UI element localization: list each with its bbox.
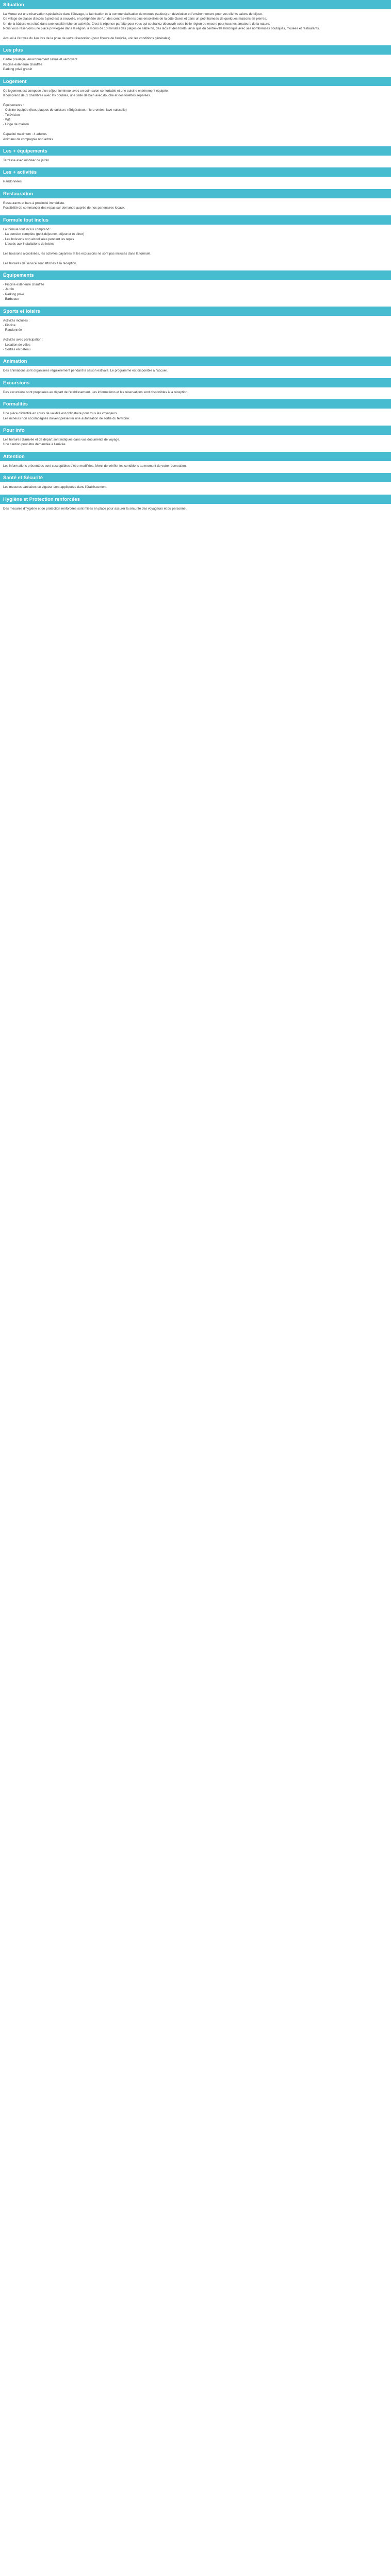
section-header: Les + activités <box>0 167 391 177</box>
section-header: Attention <box>0 452 391 461</box>
section-header: Santé et Sécurité <box>0 473 391 482</box>
body-line: - Linge de maison <box>3 123 29 127</box>
body-line: - L'accès aux installations de loisirs <box>3 242 54 246</box>
body-line: - Parking privé <box>3 292 24 296</box>
section-header: Animation <box>0 357 391 366</box>
section-header: Les + équipements <box>0 146 391 156</box>
body-line: Parking privé gratuit <box>3 67 32 72</box>
body-line: Équipements : <box>3 103 24 107</box>
body-line: Les mesures sanitaires en vigueur sont appliquées dans l'établissement. <box>3 485 108 489</box>
body-line: Un de la bâtisse est situé dans une localité riche en activités. C'est la réponse parfaite pour vous qui souhaitez découvrir cette belle région ou encore pour tous les amateurs de la nature. <box>3 22 270 26</box>
section-header: Restauration <box>0 189 391 198</box>
section-animation <box>0 357 391 378</box>
section-body <box>0 409 391 426</box>
body-line: Capacité maximum : 4 adultes <box>3 132 47 137</box>
section-body <box>0 55 391 76</box>
body-line: - Piscine <box>3 323 16 327</box>
body-line: La Morue est une réservation spécialisée dans l'élevage, la fabrication et la commercialisation de morues (salées) en dévolution et l'environnement pour vos clients salons de bijoux. <box>3 12 263 16</box>
body-line: - La pension complète (petit-déjeuner, déjeuner et dîner) <box>3 232 85 236</box>
body-line: - Wifi <box>3 118 11 122</box>
body-line: Accueil à l'arrivée du lieu lors de la prise de votre réservation (pour l'heure de l'arrivée, voir les conditions générales). <box>3 37 171 41</box>
section-pour-info <box>0 426 391 452</box>
section-equipements <box>0 270 391 307</box>
section-body <box>0 482 391 494</box>
section-body <box>0 504 391 516</box>
spacer <box>3 127 388 132</box>
body-line: Restaurants et bars à proximité immédiate. <box>3 201 66 205</box>
body-line: Activités avec participation : <box>3 338 43 342</box>
section-body <box>0 461 391 473</box>
body-line: Ce logement est composé d'un séjour lumineux avec un coin salon confortable et une cuisine entièrement équipée. <box>3 89 169 93</box>
body-line: Une pièce d'identité en cours de validité est obligatoire pour tous les voyageurs. <box>3 412 118 416</box>
body-line: Une caution peut être demandée à l'arrivée. <box>3 443 67 447</box>
section-situation <box>0 0 391 45</box>
section-body <box>0 280 391 307</box>
section-body <box>0 86 391 146</box>
section-attention <box>0 452 391 473</box>
spacer <box>3 256 388 261</box>
body-line: - Les boissons non alcoolisées pendant les repas <box>3 237 74 241</box>
section-sports-et-loisirs <box>0 307 391 357</box>
body-line: Des animations sont organisées régulièrement pendant la saison estivale. Le programme est disponible à l'accueil. <box>3 369 168 373</box>
section-body <box>0 156 391 167</box>
spacer <box>3 98 388 103</box>
body-line: Possibilité de commander des repas sur demande auprès de nos partenaires locaux. <box>3 206 125 210</box>
spacer <box>3 333 388 337</box>
body-line: Piscine extérieure chauffée <box>3 62 42 66</box>
section-body <box>0 9 391 45</box>
body-line: - Télévision <box>3 113 20 117</box>
body-line: Les boissons alcoolisées, les activités payantes et les excursions ne sont pas incluses dans la formule. <box>3 251 152 256</box>
section-formule-tout-inclus <box>0 215 391 270</box>
section-header: Situation <box>0 0 391 9</box>
body-line: - Location de vélos <box>3 343 30 347</box>
section-hygiene-et-protection-renforcees <box>0 495 391 516</box>
section-header: Formalités <box>0 399 391 409</box>
section-header: Logement <box>0 77 391 86</box>
spacer <box>3 246 388 251</box>
section-header: Excursions <box>0 378 391 387</box>
section-body <box>0 177 391 189</box>
body-line: Randonnées <box>3 180 22 184</box>
section-body <box>0 435 391 452</box>
section-formalites <box>0 399 391 426</box>
body-line: Il comprend deux chambres avec lits doubles, une salle de bain avec douche et des toilettes séparées. <box>3 94 151 98</box>
section-body <box>0 316 391 357</box>
document <box>0 0 391 516</box>
body-line: Nous vous réservons une place privilégiée dans la région, à moins de 10 minutes des plages de sable fin, des lacs et des forêts, ainsi que du centre-ville historique avec ses nombreuses boutiques, musées et restaurants. <box>3 27 320 31</box>
section-sante-et-securite <box>0 473 391 494</box>
section-header: Sports et loisirs <box>0 307 391 316</box>
body-line: - Randonnée <box>3 328 22 332</box>
body-line: Les mineurs non accompagnés doivent présenter une autorisation de sortie du territoire. <box>3 416 130 420</box>
body-line: Les horaires de service sont affichés à la réception. <box>3 261 77 265</box>
section-body <box>0 366 391 378</box>
section-les-equipements <box>0 146 391 167</box>
body-line: - Barbecue <box>3 297 19 301</box>
body-line: Les horaires d'arrivée et de départ sont indiqués dans vos documents de voyage. <box>3 438 120 442</box>
body-line: - Piscine extérieure chauffée <box>3 282 44 286</box>
section-les-activites <box>0 167 391 189</box>
body-line: Des excursions sont proposées au départ de l'établissement. Les informations et les réservations sont disponibles à la réception. <box>3 390 188 394</box>
spacer <box>3 31 388 36</box>
section-body <box>0 387 391 399</box>
body-line: Activités incluses : <box>3 318 30 323</box>
body-line: Terrasse avec mobilier de jardin <box>3 159 49 163</box>
section-header: Formule tout inclus <box>0 215 391 225</box>
section-restauration <box>0 189 391 215</box>
section-body <box>0 225 391 270</box>
section-les-plus <box>0 45 391 76</box>
section-logement <box>0 77 391 146</box>
body-line: La formule tout inclus comprend : <box>3 227 52 231</box>
section-excursions <box>0 378 391 399</box>
body-line: - Sorties en bateau <box>3 347 31 351</box>
body-line: - Jardin <box>3 287 14 292</box>
body-line: Ce village de classe d'accès à pied est la nouvelle, en périphérie de l'un des centres-ville les plus ensoleillés de la côte Ouest et dans un petit hameau de quelques maisons en pierres. <box>3 17 267 21</box>
section-body <box>0 198 391 215</box>
section-header: Pour info <box>0 426 391 435</box>
body-line: Animaux de compagnie non admis <box>3 137 53 141</box>
body-line: Cadre privilégié, environnement calme et verdoyant <box>3 58 77 62</box>
section-header: Équipements <box>0 270 391 280</box>
section-header: Hygiène et Protection renforcées <box>0 495 391 504</box>
section-header: Les plus <box>0 45 391 55</box>
body-line: - Cuisine équipée (four, plaques de cuisson, réfrigérateur, micro-ondes, lave-vaisselle) <box>3 108 127 112</box>
body-line: Des mesures d'hygiène et de protection renforcées sont mises en place pour assurer la sécurité des voyageurs et du personnel. <box>3 506 187 511</box>
body-line: Les informations présentées sont susceptibles d'être modifiées. Merci de vérifier les conditions au moment de votre réservation. <box>3 464 187 468</box>
